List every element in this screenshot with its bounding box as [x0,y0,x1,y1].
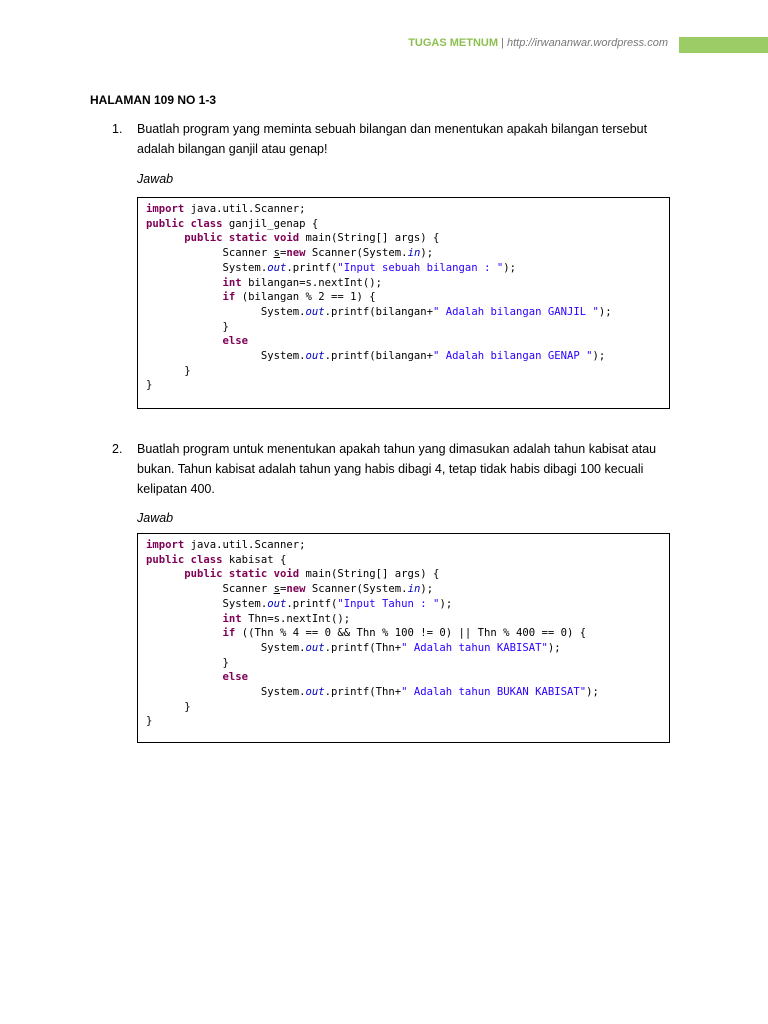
code-block-1 [137,197,670,409]
header-brand: TUGAS METNUM [408,37,499,49]
code-line: } [146,379,153,392]
code-line: int bilangan=s.nextInt(); [222,276,383,289]
code-line: } [222,656,229,669]
code-line: } [146,715,153,728]
code-line: int Thn=s.nextInt(); [222,612,351,625]
code-line: import java.util.Scanner; [146,539,306,551]
code-line: System.out.printf(bilangan+" Adalah bilangan GENAP "); [260,350,606,363]
code-line: if ((Thn % 4 == 0 && Thn % 100 != 0) || Thn % 400 == 0) { [222,627,587,640]
header-separator: | [498,37,507,49]
code-line: System.out.printf(Thn+" Adalah tahun BUKAN KABISAT"); [260,686,599,699]
code-line: public static void main(String[] args) { [184,568,440,581]
code-line: Scanner s=new Scanner(System.in); [222,247,434,260]
section-title: HALAMAN 109 NO 1-3 [90,93,217,107]
code-line: import java.util.Scanner; [146,203,306,215]
question-1 [112,119,672,159]
code-line: else [222,335,249,348]
code-line: Scanner s=new Scanner(System.in); [222,583,434,596]
question-2 [112,439,672,499]
code-line: } [222,320,229,333]
code-line: public static void main(String[] args) { [184,232,440,245]
question-text: Buatlah program untuk menentukan apakah tahun yang dimasukan adalah tahun kabisat atau bukan. Tahun kabisat adalah tahun yang habis dibagi 4, tetap tidak habis dibagi 100 kecuali kelipatan 400. [137,442,657,496]
code-line: public class ganjil_genap { [146,217,319,230]
code-block-2 [137,533,670,743]
code-line: else [222,671,249,684]
answer-label: Jawab [137,172,174,186]
code-line: System.out.printf("Input sebuah bilangan : "); [222,261,516,274]
answer-label: Jawab [137,511,174,525]
question-number: 2. [112,442,123,456]
header-accent-bar [679,37,768,53]
code-line: public class kabisat { [146,553,287,566]
code-line: if (bilangan % 2 == 1) { [222,291,376,304]
code-line: } [184,364,191,377]
question-text: Buatlah program yang meminta sebuah bilangan dan menentukan apakah bilangan tersebut adalah bilangan ganjil atau genap! [137,122,648,156]
code-line: System.out.printf("Input Tahun : "); [222,597,453,610]
code-line: } [184,700,191,713]
page-header [408,37,668,49]
header-url[interactable]: http://irwananwar.wordpress.com [507,37,668,49]
code-line: System.out.printf(bilangan+" Adalah bilangan GANJIL "); [260,305,612,318]
code-line: System.out.printf(Thn+" Adalah tahun KABISAT"); [260,641,561,654]
question-number: 1. [112,122,123,136]
